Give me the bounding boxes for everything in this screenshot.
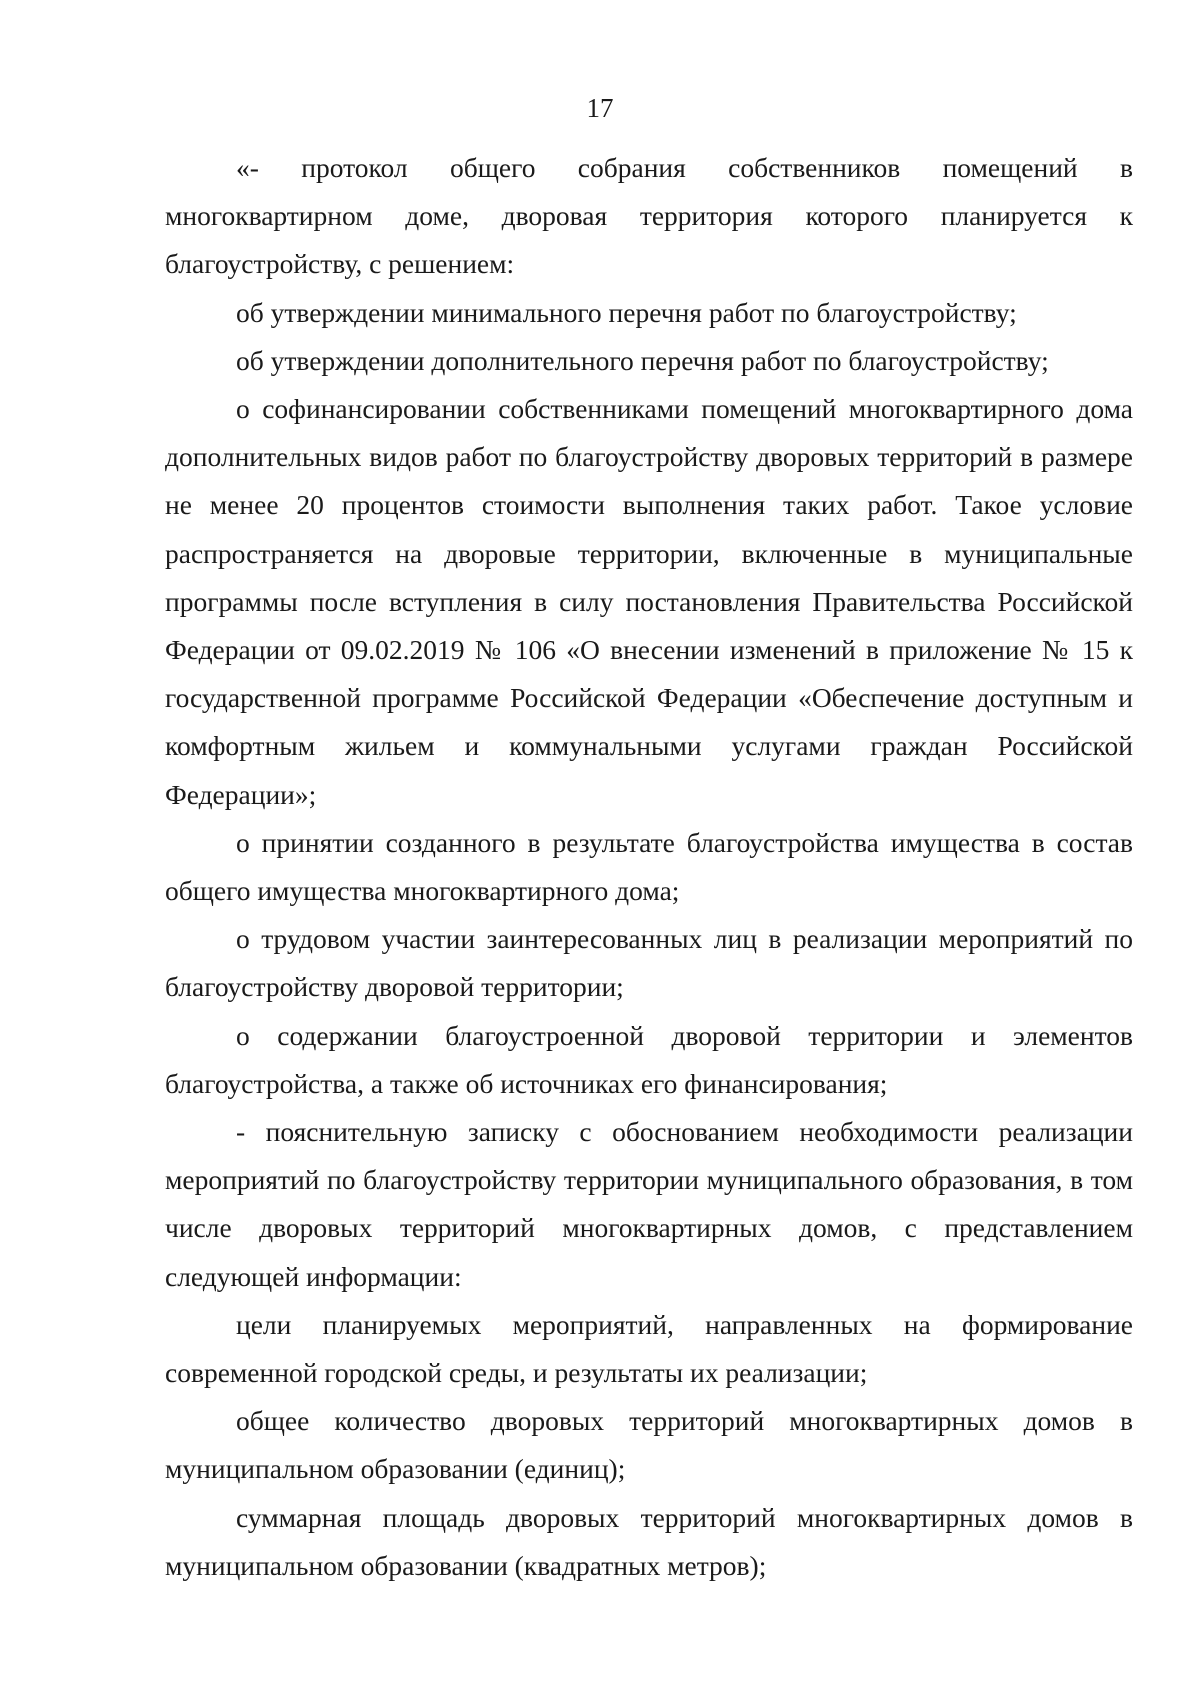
paragraph-property-acceptance: о принятии созданного в результате благоустройства имущества в состав общего имущества многоквартирного дома; <box>165 826 1133 907</box>
paragraph-total-count: общее количество дворовых территорий многоквартирных домов в муниципальном образовании (единиц); <box>165 1405 1133 1485</box>
paragraph-protocol: «- протокол общего собрания собственников помещений в многоквартирном доме, дворовая территория которого планируется к благоустройству, с решением: <box>165 152 1133 280</box>
page-number: 17 <box>586 93 614 123</box>
paragraph-total-area: суммарная площадь дворовых территорий многоквартирных домов в муниципальном образовании (квадратных метров); <box>165 1501 1133 1581</box>
paragraph-labor-participation: о трудовом участии заинтересованных лиц в реализации мероприятий по благоустройству дворовой территории; <box>165 923 1133 1003</box>
paragraph-cofinancing: о софинансировании собственниками помещений многоквартирного дома дополнительных видов работ по благоустройству дворовых территорий в размере не менее 20 процентов стоимости выполнения таких работ. Такое условие распространяется на дворовые территории, включенные в муниципальные программы после вступления в силу постановления Правительства Российской Федерации от 09.02.2019 № 106 «О внесении изменений в приложение № 15 к государственной программе Российской Федерации «Обеспечение доступным и комфортным жильем и коммунальными услугами граждан Российской Федерации»; <box>165 393 1133 810</box>
paragraph-explanatory-note: - пояснительную записку с обоснованием необходимости реализации мероприятий по благоустройству территории муниципального образования, в том числе дворовых территорий многоквартирных домов, с представлением следующей информации: <box>165 1116 1133 1292</box>
paragraph-maintenance: о содержании благоустроенной дворовой территории и элементов благоустройства, а также об источниках его финансирования; <box>165 1019 1133 1099</box>
document-body <box>165 144 1133 1590</box>
paragraph-goals: цели планируемых мероприятий, направленных на формирование современной городской среды, и результаты их реализации; <box>165 1308 1133 1389</box>
paragraph-minimal-list: об утверждении минимального перечня работ по благоустройству; <box>236 296 1017 328</box>
paragraph-additional-list: об утверждении дополнительного перечня работ по благоустройству; <box>236 344 1049 376</box>
